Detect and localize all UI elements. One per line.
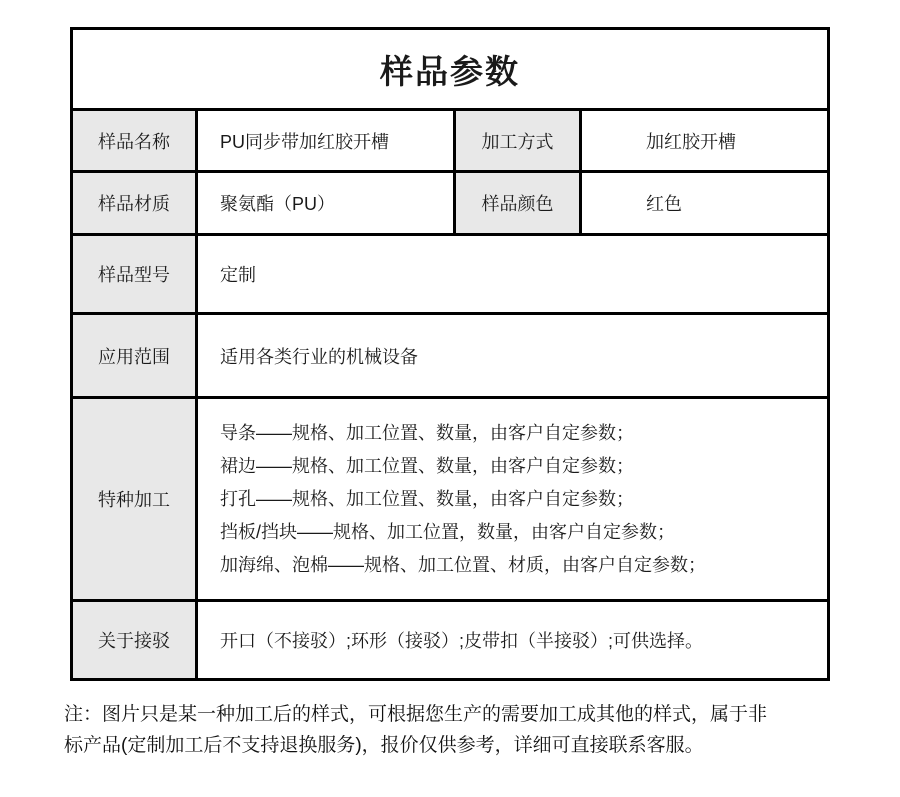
label-sample-model: 样品型号 [73,236,195,312]
label-sample-material: 样品材质 [73,173,195,233]
label-about-joint: 关于接驳 [73,602,195,678]
table-title: 样品参数 [73,30,827,108]
special-processing-line: 加海绵、泡棉——规格、加工位置、材质，由客户自定参数； [220,554,706,575]
value-sample-model: 定制 [198,236,827,312]
value-sample-name: PU同步带加红胶开槽 [198,111,453,170]
label-sample-name: 样品名称 [73,111,195,170]
value-sample-color: 红色 [582,173,827,233]
special-processing-line: 挡板/挡块——规格、加工位置，数量，由客户自定参数； [220,521,675,542]
label-special-processing: 特种加工 [73,399,195,599]
label-sample-color: 样品颜色 [456,173,579,233]
special-processing-line: 导条——规格、加工位置、数量，由客户自定参数； [220,422,634,443]
label-processing-method: 加工方式 [456,111,579,170]
footer-note-line: 标产品(定制加工后不支持退换服务)，报价仅供参考，详细可直接联系客服。 [64,735,704,756]
sample-parameters-table [70,27,830,681]
footer-note-line: 注：图片只是某一种加工后的样式，可根据您生产的需要加工成其他的样式，属于非 [64,704,768,725]
special-processing-line: 打孔——规格、加工位置、数量，由客户自定参数； [220,488,634,509]
value-about-joint: 开口（不接驳）;环形（接驳）;皮带扣（半接驳）;可供选择。 [198,602,827,678]
special-processing-line: 裙边——规格、加工位置、数量，由客户自定参数； [220,455,634,476]
value-special-processing [198,399,827,599]
label-application-scope: 应用范围 [73,315,195,396]
value-processing-method: 加红胶开槽 [582,111,827,170]
footer-note [64,699,854,761]
value-application-scope: 适用各类行业的机械设备 [198,315,827,396]
value-sample-material: 聚氨酯（PU） [198,173,453,233]
